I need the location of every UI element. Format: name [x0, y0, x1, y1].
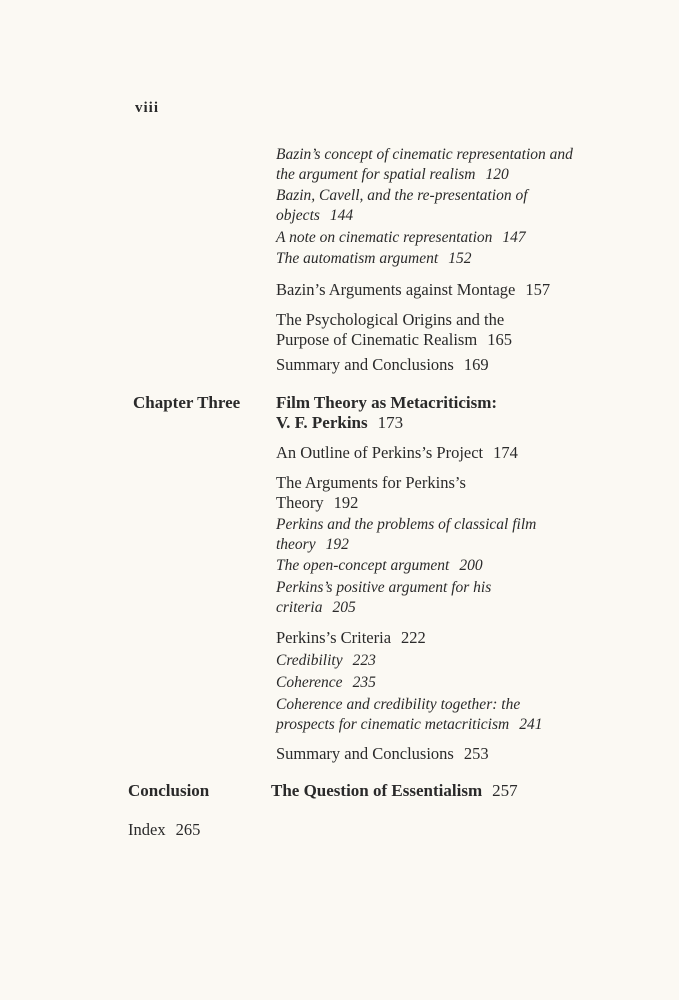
toc-entry: [276, 443, 616, 463]
page-number: 157: [525, 280, 551, 299]
toc-entry: [276, 744, 616, 764]
toc-entry-line: V. F. Perkins: [276, 413, 368, 432]
index-entry: [128, 820, 468, 840]
toc-entry-line: criteria: [276, 599, 323, 616]
page-number: 200: [459, 557, 483, 574]
toc-entry: [276, 673, 616, 693]
toc-entry: [276, 628, 616, 648]
toc-entry-line: Bazin’s Arguments against Montage: [276, 280, 516, 299]
toc-entry-line: Coherence and credibility together: the: [276, 696, 521, 713]
toc-entry-line: The Question of Essentialism: [271, 781, 483, 800]
page-number: 265: [175, 820, 201, 839]
toc-entry-line: objects: [276, 207, 320, 224]
toc-entry-line: the argument for spatial realism: [276, 166, 476, 183]
toc-entry-line: Coherence: [276, 674, 343, 691]
toc-entry-line: The open-concept argument: [276, 557, 450, 574]
toc-entry-line: Perkins and the problems of classical film: [276, 516, 537, 533]
chapter-label: Conclusion: [128, 781, 210, 800]
page-folio: viii: [135, 100, 160, 116]
toc-entry: [276, 310, 616, 350]
toc-entry-line: Purpose of Cinematic Realism: [276, 330, 478, 349]
page-number: 147: [502, 229, 526, 246]
toc-entry-line: Summary and Conclusions: [276, 355, 454, 374]
page-number: 192: [325, 536, 349, 553]
page-number: 253: [463, 744, 489, 763]
toc-entry-line: The Psychological Origins and the: [276, 310, 505, 329]
page-number: 174: [493, 443, 518, 462]
page-number: 241: [519, 716, 543, 733]
toc-entry-line: Credibility: [276, 652, 343, 669]
toc-entry-line: A note on cinematic representation: [276, 229, 493, 246]
toc-entry-line: The automatism argument: [276, 250, 439, 267]
toc-entry: [276, 249, 616, 269]
toc-entry-line: theory: [276, 536, 316, 553]
chapter-title: [276, 393, 616, 433]
page-number: 169: [463, 355, 489, 374]
toc-entry: [276, 556, 616, 576]
toc-entry-line: Perkins’s Criteria: [276, 628, 392, 647]
toc-entry-line: Bazin, Cavell, and the re-presentation of: [276, 187, 528, 204]
toc-entry-line: Theory: [276, 493, 324, 512]
toc-entry-line: The Arguments for Perkins’s: [276, 473, 466, 492]
toc-entry-line: Film Theory as Metacriticism:: [276, 393, 498, 412]
page-number: 152: [448, 250, 472, 267]
page-number: 192: [333, 493, 359, 512]
toc-entry: [276, 578, 616, 618]
toc-entry: [276, 355, 616, 375]
toc-entry-line: Index: [128, 820, 166, 839]
toc-entry: [276, 145, 616, 185]
page-number: 165: [487, 330, 512, 349]
page-number: 222: [401, 628, 426, 647]
toc-entry-line: Perkins’s positive argument for his: [276, 579, 492, 596]
page-number: 205: [332, 599, 356, 616]
toc-entry: [276, 695, 616, 735]
toc-entry-line: prospects for cinematic metacriticism: [276, 716, 510, 733]
page-number: 257: [492, 781, 518, 800]
toc-entry: [276, 515, 616, 555]
chapter-label: Chapter Three: [133, 393, 241, 412]
toc-entry: [276, 651, 616, 671]
toc-entry: [276, 473, 616, 513]
toc-entry-line: Bazin’s concept of cinematic representation and: [276, 146, 573, 163]
toc-entry-line: An Outline of Perkins’s Project: [276, 443, 484, 462]
page-number: 144: [329, 207, 354, 224]
page-number: 235: [352, 674, 376, 691]
chapter-title: [271, 781, 611, 801]
page-number: 120: [485, 166, 509, 183]
toc-entry: [276, 280, 616, 300]
toc-entry: [276, 186, 616, 226]
toc-entry-line: Summary and Conclusions: [276, 744, 454, 763]
toc-entry: [276, 228, 616, 248]
page-number: 173: [377, 413, 404, 432]
page-number: 223: [352, 652, 376, 669]
